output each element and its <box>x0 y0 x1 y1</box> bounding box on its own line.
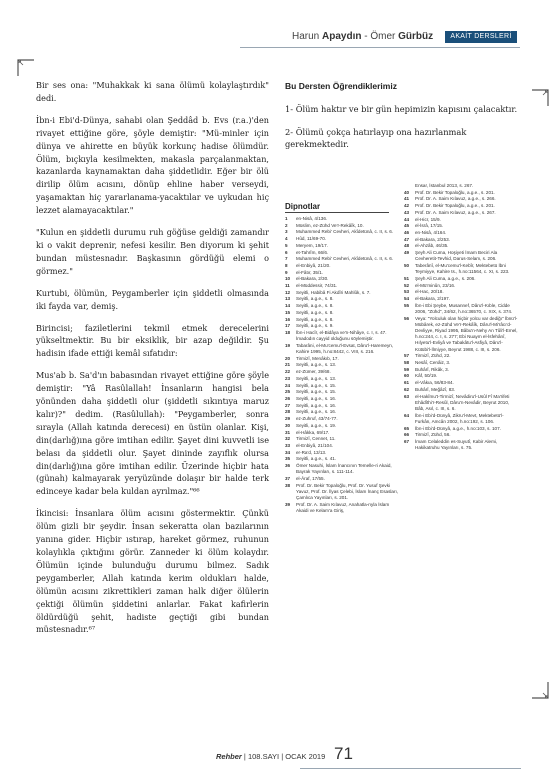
footnote-text: el-Âraf, 17/55. <box>296 475 325 481</box>
footnote-text: Hûd, 11/69-70. <box>296 236 327 242</box>
footnote-item <box>285 463 399 475</box>
footnote-number: 2 <box>285 222 288 228</box>
lessons-box <box>285 81 520 161</box>
footnote-number: 1 <box>285 216 288 221</box>
footnote-item <box>404 196 518 202</box>
footnotes-column-1 <box>285 216 399 515</box>
footnote-item <box>285 310 399 316</box>
footnote-text: el-Hicr, 15/9. <box>415 216 441 222</box>
footnote-number: 45 <box>404 223 410 229</box>
footnote-text: Şeyh Ali Cuma, Hoşiyeti İmam Beciri Ala Cevheretit-Tevhid, Darus-Selam, s. 206. <box>415 250 498 262</box>
footnote-number: 32 <box>285 436 291 442</box>
footnote-number: 60 <box>404 373 410 379</box>
footnote-item <box>404 316 518 353</box>
footnote-text: Seyitli, a.g.e., s. 41. <box>296 456 337 462</box>
footnote-text: el-Bakara, 2/30. <box>296 276 329 282</box>
footnote-item <box>285 436 399 442</box>
lessons-title: Bu Dersten Öğrendiklerimiz <box>285 81 397 91</box>
footnote-text: İmam Celaleddin es-Suyutî, Kabir Alemi, Hakikatruhu Yayınları, s. 75. <box>415 438 498 451</box>
footnote-text: Seyitli, a.g.e., s. 16. <box>296 395 337 401</box>
footnote-text: Seyitli, a.g.e., s. 8. <box>296 309 334 315</box>
footnote-text: el-Ahzâb, 46/35. <box>415 243 449 249</box>
footnote-text: Tirmizî, Cennet, 11. <box>296 436 336 442</box>
footnote-number: 22 <box>285 369 291 375</box>
footnote-item <box>285 396 399 402</box>
footnote-text: el-Müddessir, 74/31. <box>296 283 338 289</box>
footnote-item <box>404 230 518 236</box>
footnote-text: Nesâî, Cenâiz, 3. <box>415 359 451 365</box>
footnote-number: 63 <box>404 393 410 399</box>
footnote-text: Seyitli, a.g.e., s. 13. <box>296 375 337 381</box>
footnote-number: 43 <box>404 209 410 215</box>
footnote-item <box>404 250 518 262</box>
footnotes-column-2 <box>404 183 518 452</box>
footnote-text: el-Bakara, 2/253. <box>415 236 450 242</box>
footnote-number: 56 <box>404 315 410 321</box>
footnote-number: 34 <box>285 449 291 455</box>
footnote-number: 61 <box>404 380 410 386</box>
footnote-number: 57 <box>404 353 410 359</box>
footnote-text: Seyitli, a.g.e., s. 13. <box>296 362 337 368</box>
issue-date: OCAK 2019 <box>285 752 326 761</box>
lesson-item: 2- Ölümü çokça hatırlayıp ona hazırlanmak gerekmektedir. <box>285 126 467 149</box>
issue-number: 108.SAYI <box>247 752 280 761</box>
footnote-item <box>404 373 518 379</box>
footnote-text: el-Vâkıa, 56/83-84. <box>415 380 454 386</box>
footnote-text: Seyitli, a.g.e., s. 8. <box>296 316 334 322</box>
footnote-number: 46 <box>404 229 410 235</box>
corner-ornament-icon <box>530 88 550 108</box>
footnote-number: 25 <box>285 389 291 395</box>
footnote-text: Buhârî, Meğâzî, 83. <box>415 386 456 392</box>
footnote-text: Prof. Dr. A. Saim Kılavuz, a.g.e., s. 267. <box>415 209 496 215</box>
footnote-item <box>285 216 399 222</box>
footnote-item <box>285 223 399 229</box>
footnote-number: 37 <box>285 475 291 481</box>
footnote-text: el-İsrâ, 17/15. <box>415 223 444 229</box>
footnote-number: 8 <box>285 262 288 268</box>
footnote-text: Seyitli, a.g.e., s. 8. <box>296 303 334 309</box>
footnote-item <box>404 380 518 386</box>
footnote-item <box>404 353 518 359</box>
footnote-number: 27 <box>285 402 291 408</box>
footnote-text: et-Tahrîm, 66/6. <box>296 249 329 255</box>
footnote-item <box>404 183 518 189</box>
footnote-text: Veya: "Yolculuk olan hiçbir yolcu var dediğı" İbnü'l-Mübârek, ez-Zühd Ve'r-Rekâîk, Dâru'l-Mi'râcı'd-Devliyye, Riyad 1995, Bâbu'n-Nehy An Tûli'l-Emel, h.no:244, c. I, s. 277; Ebi Nuaym el-İsfehânî, Hılyetu'l-Evliyâ ve Tabakâtu'l-Asfiyâ, Dâru'l-Kütübi'l-İlmiyye, Beyrut 1988, c. III, s. 206. <box>415 315 518 352</box>
footnote-item <box>285 362 399 368</box>
footnote-text: İbn-i Ebi'd-Dünyâ, a.g.e., h.no:103, s. 107. <box>415 425 501 431</box>
footnote-text: Prof. Dr. Bekir Topaloğlu, Prof. Dr. Yusuf Şevki Yavuz, Prof. Dr. İlyas Çelebi, İslam İnanç Esasları, Çamlıca Yayınları, s. 201. <box>296 482 399 501</box>
footnote-item <box>404 289 518 295</box>
footnote-text: Tabarâni, el-Mu'cemu'l-Evsat, Dâru'l-Haremeyn, Kahire 1995, h.no:8442, c. VIII, s. 216. <box>296 342 394 355</box>
footnote-number: 14 <box>285 303 291 309</box>
footnote-item <box>404 283 518 289</box>
footnote-item <box>285 389 399 395</box>
footnote-text: Buhârî, Rikâk, 3. <box>415 366 449 372</box>
footnote-text: Seyitli, a.g.e., s. 16. <box>296 402 337 408</box>
footnote-item <box>285 343 399 355</box>
footnote-item <box>404 243 518 249</box>
paragraph: Bir ses ona: "Muhakkak ki sana ölümü kolaylaştırdık" dedi. <box>36 80 269 103</box>
footnote-item <box>285 296 399 302</box>
footnote-number: 21 <box>285 362 291 368</box>
footnote-number: 59 <box>404 366 410 372</box>
footnote-item <box>285 229 399 235</box>
corner-ornament-icon <box>530 680 550 700</box>
coauthor-last-name: Gürbüz <box>398 31 434 42</box>
footnote-item <box>404 190 518 196</box>
footnote-number: 41 <box>404 196 410 202</box>
footnote-number: 4 <box>285 236 288 242</box>
footnote-text: Muhammed Rebi' Cevheri, Akîdetünâ, c. II, s. 6. <box>296 229 394 235</box>
footnote-text: Şeyh Ali Cuma, a.g.e., s. 206. <box>415 275 476 281</box>
footnote-number: 53 <box>404 289 410 295</box>
footnote-item <box>285 356 399 362</box>
paragraph: Birincisi; faziletlerini tekmil etmek derecelerini yükseltmektir. Bu bir eksiklik, bir azap değildir. Şu hadisin ifade ettiği kemâl sıfatıdır: <box>36 322 269 359</box>
footnote-item <box>285 409 399 415</box>
author-last-name: Apaydın <box>322 31 362 42</box>
footnote-item <box>285 443 399 449</box>
footnote-item <box>404 367 518 373</box>
footnote-text: Seyitli, a.g.e., s. 16. <box>296 409 337 415</box>
footnote-text: İbn-i Hacîr, el-Bidâya ve'n-Nihâye, c. I, s. 47. İmadodın cayyid olduğunu söylemiştir. <box>296 329 387 342</box>
body-text-column <box>36 79 269 645</box>
footnote-text: Ömer Nasuhi, İslam İnancının Temelle-ri Akaid, Bayrak Yayınları, s. 111-114. <box>296 463 392 475</box>
lesson-item: 1- Ölüm haktır ve bir gün hepimizin kapısını çalacaktır. <box>285 104 518 114</box>
footnote-number: 38 <box>285 482 291 488</box>
footnote-number: 18 <box>285 329 291 335</box>
footnote-item <box>404 210 518 216</box>
footnote-text: el-Hac, 20/18. <box>415 289 444 295</box>
section-tag: AKAİT DERSLERİ <box>445 31 517 43</box>
footnote-item <box>285 317 399 323</box>
footnote-number: 30 <box>285 422 291 428</box>
footnote-number: 19 <box>285 342 291 348</box>
footnote-number: 6 <box>285 249 288 255</box>
footnote-number: 49 <box>404 250 410 256</box>
author-separator: - <box>361 31 371 42</box>
footnote-text: Müslim, ez-Zühd Ve'r-Rekâîk, 10. <box>296 222 364 228</box>
footnote-number: 29 <box>285 416 291 422</box>
footnote-number: 35 <box>285 456 291 462</box>
footnote-item <box>285 290 399 296</box>
footnote-number: 11 <box>285 283 290 289</box>
footnote-item <box>285 303 399 309</box>
footnote-number: 64 <box>404 412 410 418</box>
footnote-text: el-Enbiyâ, 21/104. <box>296 442 334 448</box>
footer-rule <box>300 768 521 769</box>
footnote-text: en-Nisâ, 4/164. <box>415 229 447 235</box>
footnote-item <box>404 223 518 229</box>
footnote-number: 58 <box>404 359 410 365</box>
paragraph: Kurtubi, ölümün, Peygamberler için şiddetli olmasında iki fayda var, demiş. <box>36 287 269 311</box>
footnote-number: 20 <box>285 355 291 361</box>
footnotes-title: Dipnotlar <box>285 202 321 211</box>
footnote-text: el-Mü'minûn, 23/16. <box>415 282 456 288</box>
footnote-number: 15 <box>285 309 291 315</box>
footnote-item <box>285 423 399 429</box>
footnote-number: 12 <box>285 289 291 295</box>
footnote-text: en-Nisâ, 4/136. <box>296 216 328 221</box>
footnote-number: 47 <box>404 236 410 242</box>
footnote-item <box>285 476 399 482</box>
footnote-text: Seyitli, a.g.e., s. 15. <box>296 382 337 388</box>
footnote-item <box>285 403 399 409</box>
footnote-item <box>285 416 399 422</box>
footnote-item <box>285 263 399 269</box>
footnote-number: 31 <box>285 429 291 435</box>
footnote-number: 66 <box>404 432 410 438</box>
footnote-text: Tirmizî, Menâkıb, 17. <box>296 355 339 361</box>
footnote-item <box>404 394 518 413</box>
footnote-item <box>285 502 399 514</box>
footnote-item <box>404 387 518 393</box>
footnote-number: 28 <box>285 409 291 415</box>
footnote-item <box>285 243 399 249</box>
footnote-item <box>404 426 518 432</box>
footnote-text: Seyitli, a.g.e., s. 9. <box>296 323 334 329</box>
header-authors <box>292 31 433 42</box>
footnote-text: ez-Zümer, 39/68. <box>296 369 331 375</box>
footnote-text: el-Enbiyâ, 21/20. <box>296 262 331 268</box>
footnote-text: Seyitli, a.g.e., s. 15. <box>296 389 337 395</box>
footnote-number: 26 <box>285 395 291 401</box>
footnote-item <box>285 270 399 276</box>
footnote-item <box>285 369 399 375</box>
footnote-number: 33 <box>285 442 291 448</box>
footer: Rehber | 108.SAYI | OCAK 2019 <box>216 752 326 761</box>
footnote-number: 40 <box>404 189 410 195</box>
footnote-number: 51 <box>404 275 410 281</box>
footnote-item <box>404 203 518 209</box>
footnote-number: 67 <box>404 438 410 444</box>
footnote-number: 44 <box>404 216 410 222</box>
footnote-item <box>285 236 399 242</box>
footnote-number <box>404 183 415 189</box>
footnote-item <box>404 237 518 243</box>
footnote-number: 50 <box>404 262 410 268</box>
footnote-item <box>285 383 399 389</box>
page-number: 71 <box>334 744 353 763</box>
footnote-number: 65 <box>404 425 410 431</box>
footnote-text: Tirmizî, Zühd, 22. <box>415 353 451 359</box>
footnote-number: 7 <box>285 256 288 262</box>
footnote-number: 52 <box>404 282 410 288</box>
footnote-number: 16 <box>285 316 291 322</box>
footnote-number: 9 <box>285 269 288 275</box>
footnote-number: 3 <box>285 229 288 235</box>
footnote-text: Prof. Dr. Bekir Topaloğlu, a.g.e., s. 201. <box>415 189 495 195</box>
footnote-item <box>285 330 399 342</box>
footnote-text: İbn-i Ebi'd-Dünyâ, Zikru'l-Mevt, Mektebetü'l-Furkân, Amcân 2002, h.no:192, s. 106. <box>415 412 504 424</box>
footnote-text: İbn-i Ebi Şeybe, Musannef, Dâru'l-Kıble, Cidde 2006, "Zühd", 34/62, h.no:36570, c. XIX, s. 374. <box>415 302 513 314</box>
footnote-text: Muhammed Rebi' Cevheri, Akîdetünâ, c. II, s. 6. <box>296 256 394 262</box>
footnote-number: 48 <box>404 243 410 249</box>
footnote-item <box>404 439 518 451</box>
footnote-text: Kâf, 50/19. <box>415 373 438 379</box>
footnote-text: Tirmizî, Zühd, 56. <box>415 432 451 438</box>
footnote-number: 36 <box>285 463 291 469</box>
footnote-item <box>285 456 399 462</box>
footnote-item <box>285 276 399 282</box>
footnote-text: Seyitli, a.g.e., s. 8. <box>296 296 334 302</box>
footnote-text: el-Hâkka, 69/17. <box>296 429 330 435</box>
footnote-text: el-Bakara, 2/197. <box>415 295 450 301</box>
footnote-text: Prof. Dr. A. Saim Kılavuz, a.g.e., s. 266. <box>415 196 496 202</box>
paragraph: Mus'ab b. Sa'd'ın babasından rivayet ettiğine göre şöyle demiştir: "Yâ Rasûlallah! İnsanların hangisi bela yönünden daha şiddetli olur (şiddetli sıkıntıya maruz kalır)?" dedim. (Rasûlullah): "Peygamberler, sonra sırayla (Allah katında derecesi) en üstün olanlar. Kişi, din(darlığ)ına göre imtihan edilir. Şayet dini kuvvetli ise belası da şiddetli olur. Şayet dininde zayıflık olursa din(darlığ)ına göre imtihan edilir. Üzerinde hiçbir hata (günah) kalmayarak yeryüzünde dolaşır bir halde terk edinceye kadar bela kuldan ayrılmaz."⁶⁶ <box>36 370 269 497</box>
paragraph: "Kulun en şiddetli durumu ruh göğüse geldiği zamandır ki o vakit deprenir, nefesi kesilir. Ben diyorum ki şehit bundan müstesnadır. Başkasının gördüğü elemi o görmez." <box>36 227 269 276</box>
footnote-item <box>285 483 399 502</box>
footnote-text: el-Fâtır, 35/1. <box>296 269 324 275</box>
footnote-text: Seyitli, a.g.e., s. 19. <box>296 422 337 428</box>
footnote-item <box>285 250 399 256</box>
footnote-number: 42 <box>404 203 410 209</box>
footnote-item <box>404 360 518 366</box>
magazine-name: Rehber <box>216 752 242 761</box>
author-first-name: Harun <box>292 31 320 42</box>
footnote-text: er-Ra'd, 13/13. <box>296 449 327 455</box>
footnote-item <box>404 432 518 438</box>
footnote-item <box>404 217 518 223</box>
footnote-text: Prof. Dr. A. Saim Kılavuz, Anahatla-rıyla İslam Akaidi ve Kelam'a Giriş, <box>296 501 390 513</box>
footnote-number: 62 <box>404 386 410 392</box>
footnote-item <box>285 450 399 456</box>
footnote-text: el-Hakîmu't-Tirmizî, Nevâdiru'l-Usûl Fî Ma'rifeti Ehâdîthi'r-Resûl, Dâru'n-Nevâdir, Beyrut 2010, Bâb, Asıl, c. III, s. 6. <box>415 393 510 411</box>
footnote-number: 39 <box>285 501 291 507</box>
footnote-item <box>285 283 399 289</box>
footnote-number: 10 <box>285 276 291 282</box>
paragraph: İkincisi: İnsanlara ölüm acısını göstermektir. Çünkü ölüm gizli bir şeydir. İnsan sekeratta olan bazılarının yanına gider. Hiçbir ıstırap, hareket görmez, ruhunun kolaylıkla çıktığını görür. Zanneder ki ölüm kolaydır. Ölümün içinde bulunduğu durumu bilmez. Sadık peygamberler, Allah katında kerim oldukları halde, ölümün acısını zikrettikleri zaman halk diğer ölülerin çektiği ölümün şiddetini anlarlar. Fakat kafirlerin öldürdüğü şehit, hadiste geçtiği gibi bundan müstesnadır.⁶⁷ <box>36 508 269 635</box>
footnote-text: Seyitli, Habibâ Fi Akdîri Mahlûk, s. 7. <box>296 289 371 295</box>
coauthor-first-name: Ömer <box>370 31 396 42</box>
corner-ornament-icon <box>16 58 36 78</box>
footnote-item <box>404 276 518 282</box>
footnote-item <box>404 263 518 275</box>
footnote-item <box>404 303 518 315</box>
footnote-item <box>404 413 518 425</box>
footnote-number: 13 <box>285 296 291 302</box>
footnote-number: 17 <box>285 323 291 329</box>
footnote-item <box>285 256 399 262</box>
header-rule <box>240 47 520 48</box>
footnotes-rule <box>285 212 389 213</box>
footnote-text: Meryem, 19/17. <box>296 242 328 248</box>
footnote-item <box>285 323 399 329</box>
footnote-text: ez-Zuhruf, 43/74-77. <box>296 416 338 422</box>
footnote-item <box>285 430 399 436</box>
footnote-item <box>404 296 518 302</box>
footnote-number: 55 <box>404 302 410 308</box>
paragraph: İbn-i Ebi'd-Dünya, sahabi olan Şeddâd b. Evs (r.a.)'den rivayet ettiğine göre, şöyle demiştir: "Mü-minler için dünya ve ahirette en büyük korkunç hadise ölümdür. Ölüm, bıçkıyla kesilmekten, makasla parçalanmaktan, kazanlarda kaynamaktan daha şiddetlidir. Eğer bir ölü dirilip ölüm acısını, dönüp ehline haber verseydi, yaşamaktan hiç yararlanama-yacaktılar ve uykudan hiç lezzet alamayacaktılar." <box>36 114 269 216</box>
footnote-number: 54 <box>404 295 410 301</box>
footnote-text: Prof. Dr. Bekir Topaloğlu, a.g.e., s. 201. <box>415 203 495 209</box>
footnote-number: 23 <box>285 375 291 381</box>
footnote-number: 5 <box>285 242 288 248</box>
footnote-number: 24 <box>285 382 291 388</box>
footnote-item <box>285 376 399 382</box>
footnote-text: Ensar, İstanbul 2013, s. 267. <box>415 183 474 188</box>
footnote-text: Taberânî, el-Mu'cemu'l-Kebîr, Mektebetü İbni Teymiyye, Kahire ts., h.no:11564, c. XI, s. 223. <box>415 262 510 275</box>
